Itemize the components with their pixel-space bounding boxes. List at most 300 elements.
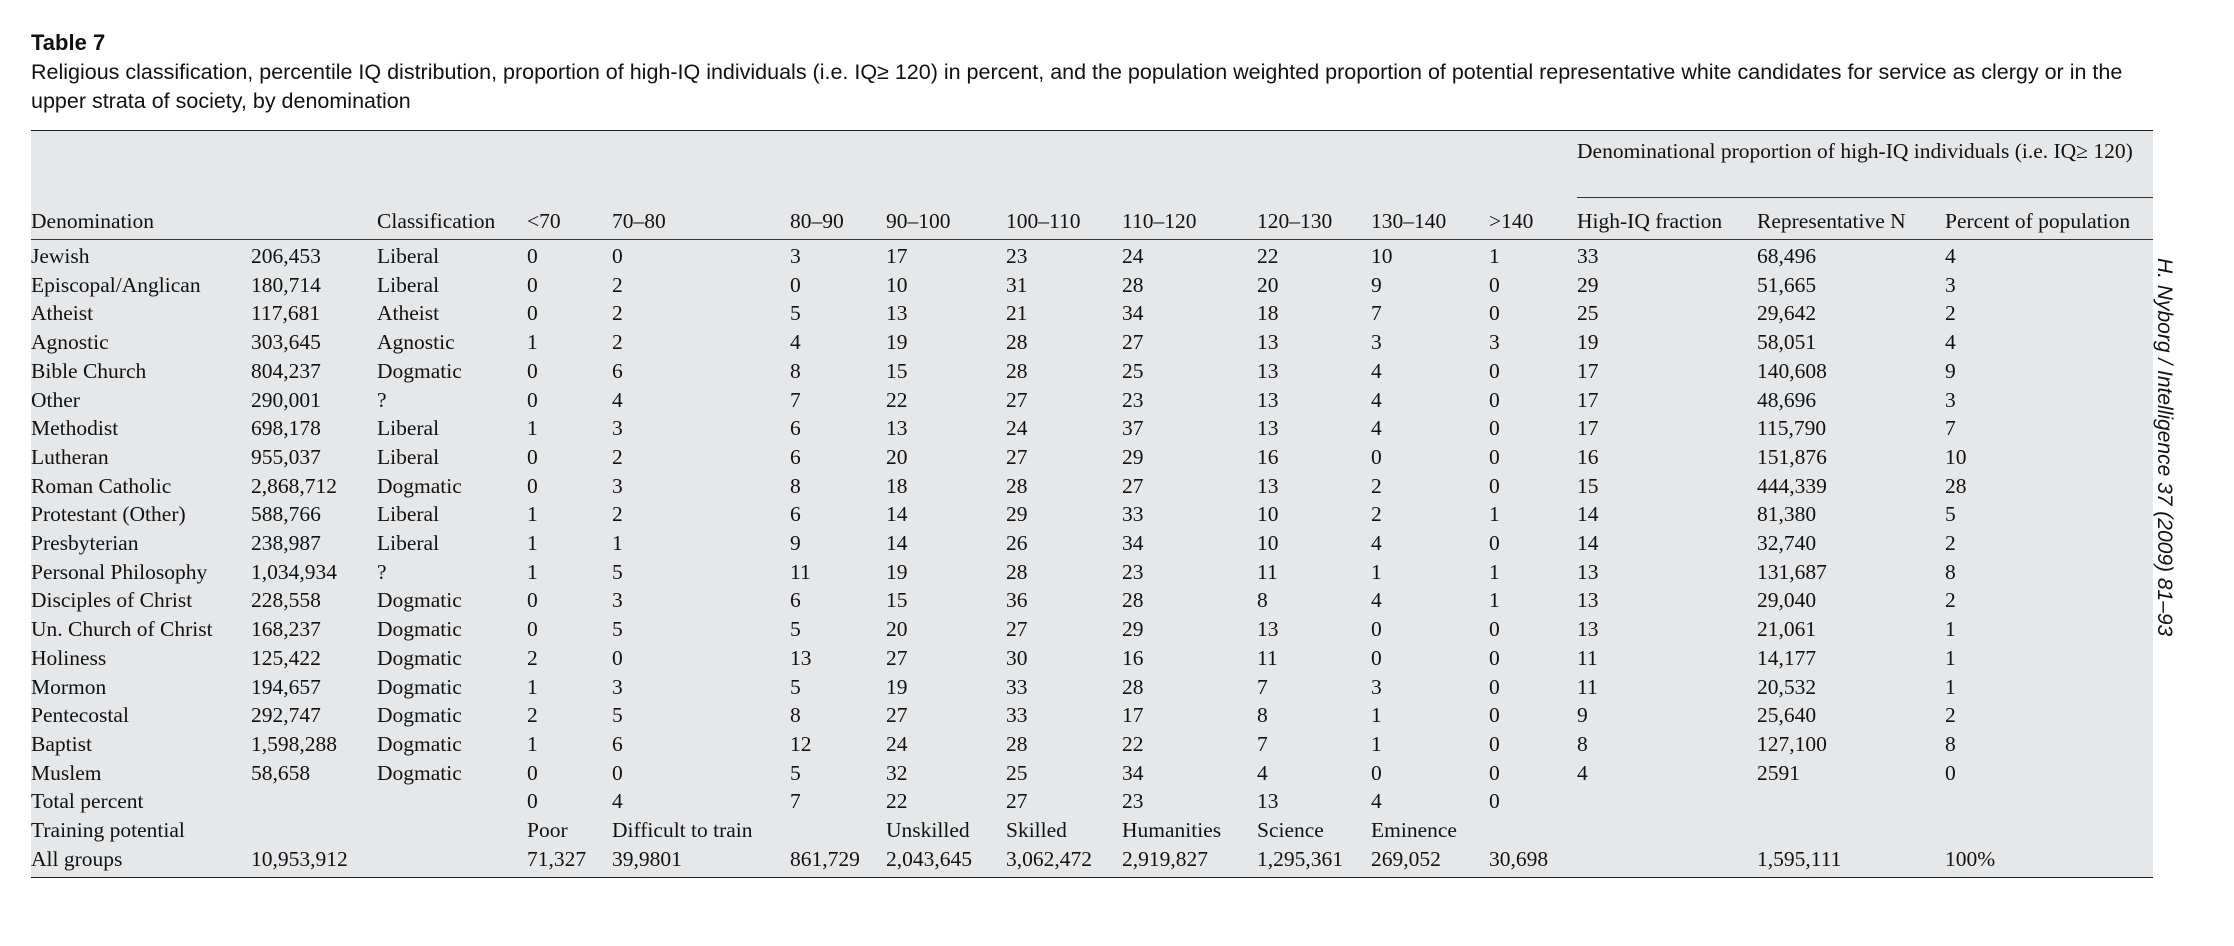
table-cell: 303,645 [251,330,321,355]
table-cell: 0 [790,272,801,297]
table-cell: 8 [1945,559,1956,584]
table-cell: 25,640 [1757,703,1817,728]
table-cell: 7 [1371,301,1382,326]
table-cell: 2 [1945,588,1956,613]
table-cell: 8 [1945,731,1956,756]
table-cell [377,845,527,878]
table-row [31,443,2153,472]
table-cell: 12 [790,731,812,756]
table-cell: 34 [1122,301,1144,326]
table-cell [1757,787,1945,816]
table-cell: 1 [612,531,623,556]
table-cell: 29 [1006,502,1028,527]
table-cell: Agnostic [377,330,455,355]
table-cell [377,816,527,845]
table-cell: 4 [1945,244,1956,268]
table-cell: 20,532 [1757,674,1817,699]
table-row [31,500,2153,529]
table-cell: 32,740 [1757,531,1817,556]
table-cell: 19 [886,559,908,584]
table-cell: 11 [1577,645,1598,670]
table-cell: 127,100 [1757,731,1827,756]
table-row [31,701,2153,730]
table-cell: 1 [527,531,538,556]
table-cell: 269,052 [1371,846,1441,871]
table-cell: 0 [1371,444,1382,469]
table-cell: 1,598,288 [251,731,337,756]
table-cell: 28 [1006,330,1028,355]
table-cell: 0 [527,617,538,642]
column-header: Percent of population [1945,198,2153,240]
row-label: Un. Church of Christ [31,617,213,642]
table-cell: 10 [1257,502,1279,527]
table-cell: 27 [1122,330,1144,355]
table-row [31,673,2153,702]
table-cell: 11 [1257,645,1278,670]
table-cell: 3 [1371,674,1382,699]
table-cell: 4 [1371,789,1382,814]
table-cell: 23 [1006,244,1028,268]
table-cell: 71,327 [527,846,587,871]
table-cell: 0 [1489,272,1500,297]
table-cell: 0 [1489,301,1500,326]
table-cell: 3,062,472 [1006,846,1092,871]
table-cell: 28 [1122,272,1144,297]
table-cell: 5 [612,617,623,642]
table-row [31,529,2153,558]
table-cell: 292,747 [251,703,321,728]
row-label: Baptist [31,731,92,756]
row-label: Disciples of Christ [31,588,193,613]
table-cell: 0 [527,244,538,268]
table-cell: 0 [1945,760,1956,785]
table-cell: 13 [1257,330,1279,355]
table-cell: 2 [1945,531,1956,556]
table-cell: 16 [1257,444,1279,469]
table-cell: 17 [1122,703,1144,728]
table-cell: 29 [1122,617,1144,642]
table-cell: 7 [1945,416,1956,441]
table-cell [1577,816,1757,845]
table-cell: 36 [1006,588,1028,613]
table-cell: 6 [790,444,801,469]
table-cell: 0 [612,645,623,670]
table-cell: 81,380 [1757,502,1817,527]
row-label: Presbyterian [31,531,139,556]
row-label: Personal Philosophy [31,559,208,584]
table-row [31,558,2153,587]
table-cell: 2 [612,502,623,527]
table-cell: 8 [1257,588,1268,613]
table-cell: 13 [1257,617,1279,642]
table-cell [790,816,886,845]
column-header: Classification [377,198,527,240]
table-cell: 27 [1006,617,1028,642]
table-cell: Liberal [377,272,440,297]
column-header: 80–90 [790,198,886,240]
table-cell [1945,816,2153,845]
table-cell: Dogmatic [377,674,462,699]
table-cell: 6 [790,502,801,527]
table-row [31,759,2153,788]
table-row [31,414,2153,443]
table-cell: 444,339 [1757,473,1827,498]
table-cell: 22 [886,387,908,412]
table-cell: 2 [1945,301,1956,326]
column-header-row [31,198,2153,240]
row-label: Other [31,387,80,412]
table-cell [377,787,527,816]
table-cell: 4 [1371,531,1382,556]
table-cell [1489,816,1577,845]
table-cell: Dogmatic [377,588,462,613]
table-cell: ? [377,559,387,584]
row-label: Muslem [31,760,102,785]
table-cell: Dogmatic [377,473,462,498]
row-label: Pentecostal [31,703,129,728]
table-cell: Liberal [377,502,440,527]
table-row [31,386,2153,415]
table-cell: 25 [1577,301,1599,326]
table-cell [1577,845,1757,878]
table-cell: 0 [1489,387,1500,412]
table-cell: 16 [1577,444,1599,469]
table-cell: 24 [1122,244,1144,268]
table-cell: 23 [1122,559,1144,584]
table-cell: 39,9801 [612,846,682,871]
table-cell: 21,061 [1757,617,1817,642]
table-cell: Liberal [377,416,440,441]
table-cell: 11 [790,559,811,584]
column-header: High-IQ fraction [1577,198,1757,240]
table-cell: 0 [1371,617,1382,642]
table-cell: 1 [527,416,538,441]
table-caption-text: Religious classification, percentile IQ distribution, proportion of high-IQ individuals (i.e. IQ≥ 120) in percent, and the population weighted proportion of potential representative white candidates for service as clergy or in the upper strata of society, by denomination [31,60,2123,113]
table-cell: 28 [1006,473,1028,498]
table-cell: 29 [1122,444,1144,469]
table-cell: Dogmatic [377,617,462,642]
table-row [31,586,2153,615]
column-header: 90–100 [886,198,1006,240]
table-cell: 25 [1006,760,1028,785]
table-cell [251,787,377,816]
table-cell: 20 [886,444,908,469]
table-cell: 5 [612,559,623,584]
table-cell: Dogmatic [377,760,462,785]
table-cell: 58,658 [251,760,311,785]
table-cell: 0 [1489,645,1500,670]
table-cell: 2591 [1757,760,1800,785]
table-cell: 0 [1489,731,1500,756]
table-cell: 8 [1257,703,1268,728]
table-cell: 0 [612,760,623,785]
table-cell: 0 [527,301,538,326]
table-cell: Dogmatic [377,358,462,383]
table-cell: 2,919,827 [1122,846,1208,871]
table-cell: 27 [1006,387,1028,412]
table-cell: 3 [1489,330,1500,355]
group-header-high-iq: Denominational proportion of high-IQ individuals (i.e. IQ≥ 120) [1577,131,2153,198]
table-cell: 4 [1371,588,1382,613]
table-cell: 290,001 [251,387,321,412]
column-header: 110–120 [1122,198,1257,240]
table-cell: 21 [1006,301,1028,326]
column-header: >140 [1489,198,1577,240]
table-cell: 29 [1577,272,1599,297]
table-cell: 10 [1371,244,1393,268]
row-label: Protestant (Other) [31,502,186,527]
table-cell: 6 [790,588,801,613]
table-cell: 37 [1122,416,1144,441]
table-cell: 955,037 [251,444,321,469]
table-cell: 13 [1577,559,1599,584]
table-cell: 0 [1489,760,1500,785]
table-cell: 17 [1577,387,1599,412]
table-cell: 0 [527,473,538,498]
column-header: Representative N [1757,198,1945,240]
table-cell: 32 [886,760,908,785]
table-cell: 29,040 [1757,588,1817,613]
column-header: 130–140 [1371,198,1489,240]
table-cell: 9 [1577,703,1588,728]
row-label: Total percent [31,789,144,814]
table-row [31,271,2153,300]
table-cell: 0 [527,358,538,383]
table-cell: 14,177 [1757,645,1817,670]
column-header: 120–130 [1257,198,1371,240]
table-cell: 13 [1577,588,1599,613]
table-cell: 0 [1489,531,1500,556]
table-cell: 30 [1006,645,1028,670]
table-cell: Dogmatic [377,645,462,670]
table-cell: 0 [1489,473,1500,498]
table-cell: Atheist [377,301,440,326]
table-row [31,357,2153,386]
table-cell: 194,657 [251,674,321,699]
table-cell: 1,595,111 [1757,846,1842,871]
row-label: Methodist [31,416,119,441]
row-label: Lutheran [31,444,109,469]
column-header: 100–110 [1006,198,1122,240]
table-cell: 2 [612,444,623,469]
table-cell: 206,453 [251,244,321,268]
table-cell: 131,687 [1757,559,1827,584]
table-cell: 13 [1257,416,1279,441]
table-cell: 10 [886,272,908,297]
table-cell: 3 [612,473,623,498]
row-label: Jewish [31,244,90,268]
table-cell: 5 [790,301,801,326]
table-cell: 9 [1945,358,1956,383]
table-cell: 1 [1945,645,1956,670]
table-cell: 5 [1945,502,1956,527]
table-cell: Poor [527,818,568,843]
table-body [31,240,2153,878]
table-cell: Liberal [377,531,440,556]
table-cell: Difficult to train [612,818,753,843]
table-cell: 0 [527,444,538,469]
row-label: Bible Church [31,358,147,383]
table-cell: 7 [790,387,801,412]
table-cell: 7 [1257,731,1268,756]
table-cell: 13 [1577,617,1599,642]
table-cell: 115,790 [1757,416,1827,441]
table-row [31,240,2153,271]
table-cell: 15 [1577,473,1599,498]
table-cell: 11 [1257,559,1278,584]
table-cell: Liberal [377,444,440,469]
table-cell: 2 [1371,473,1382,498]
table-row [31,845,2153,878]
table-row [31,472,2153,501]
table-cell: 14 [1577,502,1599,527]
table-cell: 2 [1945,703,1956,728]
table-cell: 228,558 [251,588,321,613]
table-cell: 0 [1489,617,1500,642]
table-cell: 33 [1577,244,1599,268]
table-cell: 5 [612,703,623,728]
table-cell: 22 [886,789,908,814]
table-cell: 27 [1006,444,1028,469]
table-cell: 22 [1257,244,1279,268]
table-cell: 28 [1122,588,1144,613]
table-cell: 10 [1945,444,1967,469]
table-cell: 238,987 [251,531,321,556]
table-cell: 3 [1945,387,1956,412]
table-cell: 180,714 [251,272,321,297]
table-cell: 7 [790,789,801,814]
column-header: <70 [527,198,612,240]
table-cell: 100% [1945,846,1996,871]
row-label: Atheist [31,301,94,326]
table-cell: 1 [1489,244,1500,268]
table-cell: 58,051 [1757,330,1817,355]
table-cell: 23 [1122,387,1144,412]
table-cell: 28 [1006,358,1028,383]
table-cell: 24 [1006,416,1028,441]
table-cell [1577,787,1757,816]
group-header-row [31,131,2153,198]
row-label: Roman Catholic [31,473,172,498]
table-cell: 4 [1257,760,1268,785]
table-cell: 13 [1257,358,1279,383]
denomination-table [31,131,2153,877]
table-cell: 3 [1945,272,1956,297]
table-cell: 48,696 [1757,387,1817,412]
table-cell: 15 [886,358,908,383]
table-cell: 17 [886,244,908,268]
table-cell: 2,868,712 [251,473,337,498]
table-cell: 3 [612,416,623,441]
table-cell: 7 [1257,674,1268,699]
table-cell: 117,681 [251,301,321,326]
table-cell: 22 [1122,731,1144,756]
column-header [251,198,377,240]
table-cell: 33 [1006,674,1028,699]
table-cell: 0 [1489,358,1500,383]
table-cell: 1 [1489,559,1500,584]
table-cell: 4 [1577,760,1588,785]
table-caption-title: Table 7 [31,30,106,55]
table-cell: 13 [1257,789,1279,814]
table-cell: 28 [1006,731,1028,756]
table-cell: 13 [886,301,908,326]
table-cell: Dogmatic [377,703,462,728]
table-cell: 1 [527,559,538,584]
table-cell: 0 [1489,444,1500,469]
table-cell: 3 [790,244,801,268]
table-cell: 1 [527,731,538,756]
table-cell: 51,665 [1757,272,1817,297]
table-cell: 3 [1371,330,1382,355]
table-cell: 5 [790,674,801,699]
table-cell: Unskilled [886,818,970,843]
table-cell: 28 [1122,674,1144,699]
table-cell: 9 [1371,272,1382,297]
table-cell: 18 [886,473,908,498]
table-cell: 0 [1489,674,1500,699]
table-cell: 1,295,361 [1257,846,1343,871]
table-cell: 1 [527,330,538,355]
table-cell: 5 [790,760,801,785]
table-cell: 14 [1577,531,1599,556]
table-cell: 1 [527,502,538,527]
table-cell: 13 [1257,387,1279,412]
table-cell: 125,422 [251,645,321,670]
table-cell: 33 [1006,703,1028,728]
table-cell: 29,642 [1757,301,1817,326]
table-cell [251,816,377,845]
table-cell: 0 [1489,703,1500,728]
table-cell: 28 [1006,559,1028,584]
table-cell: 0 [527,588,538,613]
table-cell: 8 [1577,731,1588,756]
table-cell: 698,178 [251,416,321,441]
table-cell: 1 [1489,588,1500,613]
table-cell: 4 [612,789,623,814]
table-cell: 3 [612,674,623,699]
table-row [31,328,2153,357]
table-cell: 13 [1257,473,1279,498]
table-cell: 2 [527,645,538,670]
table-cell: 0 [1489,416,1500,441]
table-cell: 0 [612,244,623,268]
table-cell: 6 [790,416,801,441]
table-cell [1945,787,2153,816]
table-cell: 10 [1257,531,1279,556]
table-cell [1757,816,1945,845]
table-cell: 2 [1371,502,1382,527]
table-cell: ? [377,387,387,412]
table-cell: 17 [1577,358,1599,383]
table-cell: 2 [612,330,623,355]
table-cell: 1 [1945,617,1956,642]
table-cell: 17 [1577,416,1599,441]
table-cell: 1 [1371,703,1382,728]
table-cell: 27 [1122,473,1144,498]
table-cell: 4 [790,330,801,355]
table-cell: 8 [790,358,801,383]
row-label: Agnostic [31,330,109,355]
row-label: Episcopal/Anglican [31,272,201,297]
table-cell: 0 [527,760,538,785]
table-cell: 16 [1122,645,1144,670]
table-cell: 4 [612,387,623,412]
table-cell: 33 [1122,502,1144,527]
table-cell: 15 [886,588,908,613]
table-cell: Liberal [377,244,440,268]
table-cell: 27 [886,645,908,670]
